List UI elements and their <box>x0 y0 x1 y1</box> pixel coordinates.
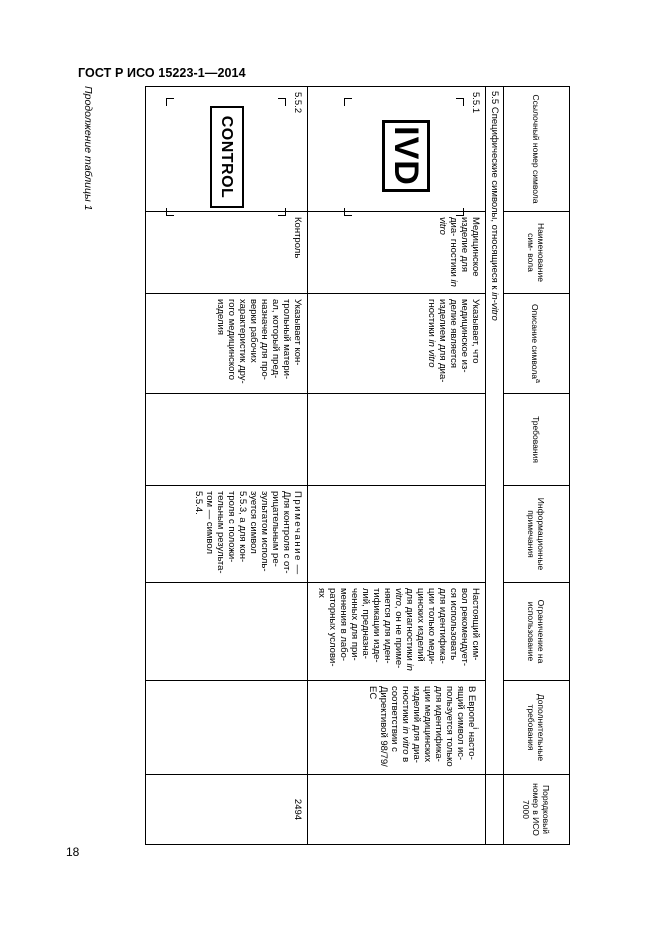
corner-mark <box>166 208 174 216</box>
ivd-additional-italic: in vitro <box>399 726 411 755</box>
header-footnote-marker: a <box>533 379 542 383</box>
header-description <box>504 294 570 394</box>
corner-mark <box>278 208 286 216</box>
control-additional-cell <box>146 681 308 775</box>
ivd-symbol <box>344 98 464 216</box>
corner-mark <box>166 98 174 106</box>
section-title-italic: in-vitro <box>489 292 500 321</box>
control-restriction-cell <box>146 583 308 681</box>
ivd-additional-text-2: насто- ящий символ ис- пользуется только для идентифика- ции медицинских изделий для диа- гностики <box>399 686 477 767</box>
control-notes-text: — Для контроля с от- рицательным ре- зультатом исполь- зуется символ 5.5.3, а для кон- троля с положи- тельным результа- том — символ 5.5.4. <box>193 491 303 575</box>
ivd-additional-cell <box>308 681 486 775</box>
control-iso-code-cell: 2494 <box>146 775 308 845</box>
ivd-restriction-cell <box>308 583 486 681</box>
ivd-additional-text-3: в соответствии с Директивой 98/79/ЕС <box>366 686 411 767</box>
header-additional: Дополнительные требования <box>504 681 570 775</box>
control-description-cell: Указывает кон- трольный матери- ал, который пред- назначен для про- верки рабочих характеристик дру- гого медицинского изделия <box>146 294 308 394</box>
section-title-text: 5.5 Специфические символы, относящиеся к <box>489 91 500 290</box>
ivd-name: Медицинское изделие для диа- гностики <box>448 217 481 277</box>
ivd-name-cell <box>308 212 486 294</box>
rotated-table-area <box>74 86 582 846</box>
ivd-ref-cell <box>308 87 486 212</box>
header-ref-number: Ссылочный номер символа <box>504 87 570 212</box>
ivd-additional-footnote: i <box>471 727 480 730</box>
ivd-requirements-cell <box>308 394 486 486</box>
corner-mark <box>456 208 464 216</box>
section-title <box>486 87 504 775</box>
ivd-restriction-text-2: , он не приме- няется для иден- тификации изде- лий, предназна- ченных для при- менения в лабо- раторных услови- ях <box>316 588 404 669</box>
control-ref-number: 5.5.2 <box>292 92 303 114</box>
control-symbol-box: CONTROL <box>210 106 244 208</box>
table-row <box>308 87 486 845</box>
table-row <box>146 87 308 845</box>
header-iso-code: Порядковый номер в ИСО 7000 <box>504 775 570 845</box>
ivd-symbol-box: IVD <box>382 120 430 192</box>
corner-mark <box>344 208 352 216</box>
control-symbol <box>166 98 286 216</box>
table-continuation-label: Продолжение таблицы 1 <box>82 86 94 211</box>
page-number: 18 <box>66 845 80 859</box>
corner-mark <box>344 98 352 106</box>
document-header-title: ГОСТ Р ИСО 15223-1—2014 <box>78 66 246 80</box>
header-requirements: Требования <box>504 394 570 486</box>
ivd-description-cell <box>308 294 486 394</box>
ivd-ref-number: 5.5.1 <box>470 92 481 114</box>
table-header-row <box>504 87 570 845</box>
ivd-iso-code-cell <box>308 775 486 845</box>
ivd-description-italic: in vitro <box>426 339 437 368</box>
corner-mark <box>456 98 464 106</box>
corner-mark <box>278 98 286 106</box>
header-description-text: Описание символа <box>530 304 541 380</box>
header-symbol-name: Наименование сим- вола <box>504 212 570 294</box>
ivd-restriction-text: Настоящий сим- вол рекомендует- ся использовать для идентифика- ции только меди- цинских изделий для диагностики <box>404 588 481 667</box>
ivd-description: Указывает, что медицинское из- делие является изделием для диа- гностики <box>426 299 481 383</box>
symbols-table <box>145 86 570 845</box>
ivd-name-italic: in vitro <box>437 217 459 287</box>
control-requirements-cell <box>146 394 308 486</box>
ivd-notes-cell <box>308 486 486 583</box>
ivd-restriction-italic: in vitro <box>393 588 415 671</box>
control-ref-cell <box>146 87 308 212</box>
header-restriction: Ограничение на использование <box>504 583 570 681</box>
control-notes-label: Примечание <box>292 491 303 562</box>
header-notes: Информационные примечания <box>504 486 570 583</box>
control-name-cell: Контроль <box>146 212 308 294</box>
section-empty-cell <box>486 775 504 845</box>
control-notes-cell <box>146 486 308 583</box>
section-row <box>486 87 504 845</box>
ivd-additional-text: В Европе <box>465 686 477 728</box>
